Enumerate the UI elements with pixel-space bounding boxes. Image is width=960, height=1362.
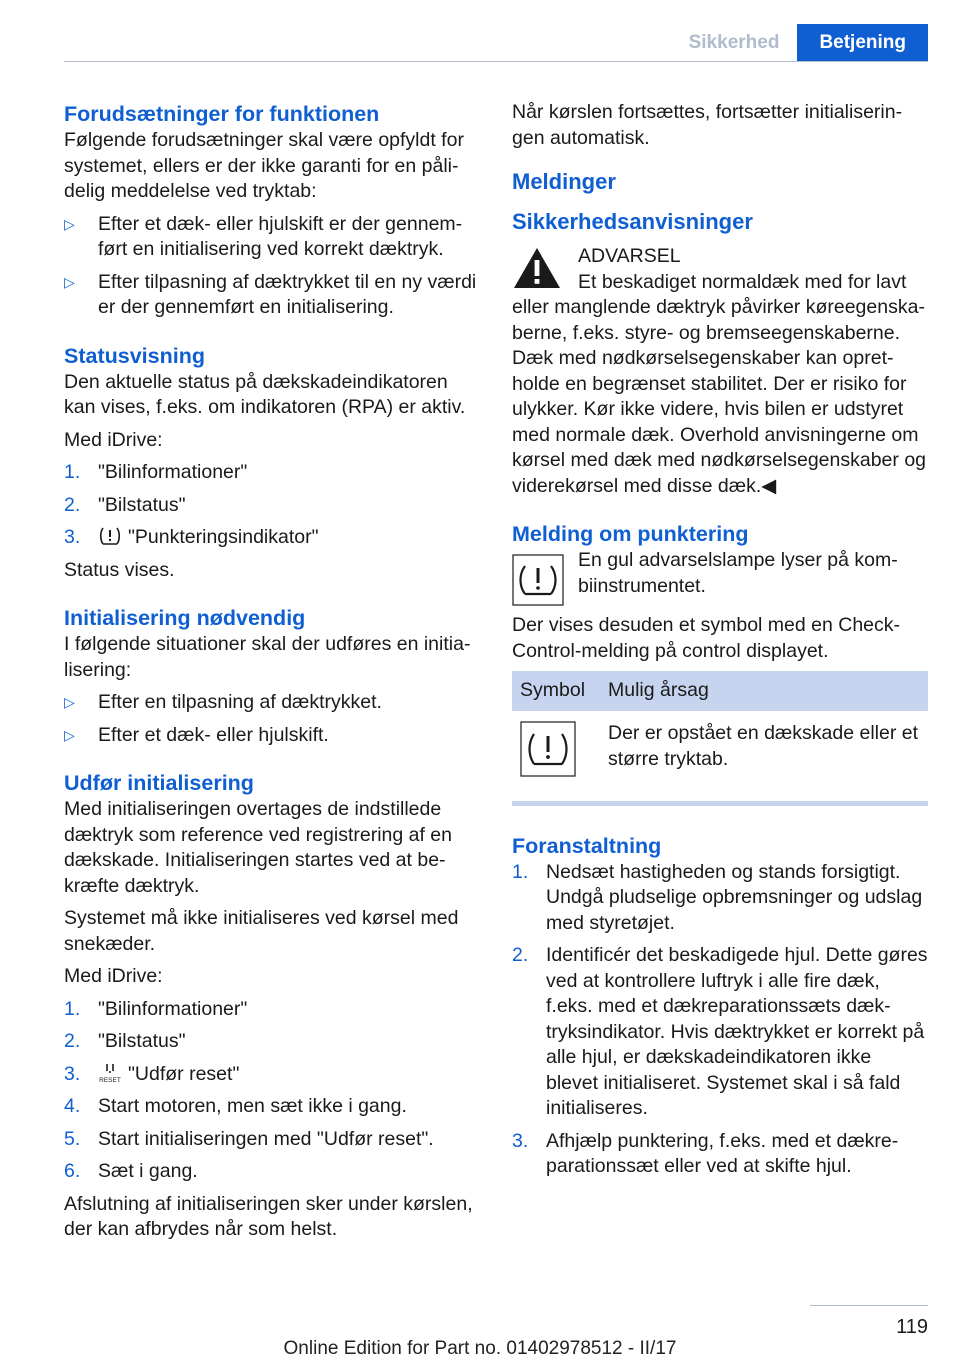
check-control-text: Der vises desuden et symbol med en Check-Control-melding på control displayet. — [512, 614, 901, 662]
idrive-label: Med iDrive: — [64, 965, 163, 987]
edition-footer: Online Edition for Part no. 01402978512 - II/17 — [283, 1338, 677, 1359]
init-after: Afslutning af initialiseringen sker under kørslen, der kan afbrydes når som helst. — [64, 1192, 473, 1240]
step-text: Identificér det beskadigede hjul. Dette gøres ved at kontrollere luftryk i alle fire dæk, f.eks. med et dækreparationssæts dæktryksindikator. Hvis dæktrykket er korrekt på alle hjul, er dækskadeindikatoren ikke blevet initialiseret. Systemet skal i så fald initialiseres. — [546, 944, 928, 1119]
warning-block — [512, 244, 928, 499]
measures-steps — [512, 860, 928, 1180]
idrive-label: Med iDrive: — [64, 428, 163, 451]
step-item — [64, 460, 478, 486]
perform-init-text-2: Systemet må ikke initialiseres ved kørsel med snekæder. — [64, 907, 459, 955]
list-item: ▷ Efter en tilpasning af dæktrykket. — [64, 690, 478, 716]
step-item — [64, 1062, 478, 1088]
warning-label: ADVARSEL — [578, 245, 681, 267]
step-text: "Bilstatus" — [98, 493, 186, 516]
step-text: Nedsæt hastigheden og stands forsigtigt. Undgå pludselige opbremsninger og udslag med styretøjet. — [546, 860, 923, 934]
step-item — [64, 1159, 478, 1185]
step-item — [512, 943, 928, 1122]
status-text: Den aktuelle status på dækskadeindikatoren kan vises, f.eks. om indikatoren (RPA) er aktiv. — [64, 370, 466, 418]
symbol-table — [512, 671, 928, 799]
section-title-puncture: Melding om punktering — [512, 522, 749, 546]
step-item — [512, 860, 928, 937]
page-number: 119 — [896, 1316, 928, 1338]
header-divider — [64, 61, 928, 62]
status-after: Status vises. — [64, 558, 175, 581]
step-item — [64, 525, 478, 551]
perform-init-text-1: Med initialiseringen overtages de indstillede dæktryk som reference ved registrering af en dækskade. Initialiseringen startes ved at bekræfte dæktryk. — [64, 798, 453, 897]
table-cell-cause: Der er opstået en dækskade eller et større tryktab. — [608, 722, 919, 770]
warning-text: Et beskadiget normaldæk med for lavt eller manglende dæktryk påvirker køreegenskaberne, f.eks. styre- og bremseegenskaberne. Dæk med nødkørselsegenskaber kan opretholde en begrænset stabilitet. Der er risiko for ulykker. Kør ikke videre, hvis bilen er udstyret med normale dæk. Overhold anvisningerne om kørsel med dæk med nødkørselsegenskaber og viderekørsel med disse dæk.◀ — [512, 270, 927, 497]
step-number: 1. — [512, 860, 529, 883]
step-number: 4. — [64, 1095, 81, 1117]
table-header-cause: Mulig årsag — [600, 671, 928, 711]
list-item: ▷ Efter et dæk- eller hjulskift er der gennemført en initialisering ved korrekt dæktryk. — [64, 212, 478, 263]
step-text: Afhjælp punktering, f.eks. med et dækreparationssæt eller ved at skifte hjul. — [546, 1129, 899, 1177]
step-number: 3. — [64, 1062, 81, 1085]
step-text: "Punkteringsindikator" — [128, 526, 319, 548]
tab-sikkerhed[interactable]: Sikkerhed — [688, 32, 780, 53]
step-number: 2. — [64, 493, 81, 516]
tire-pressure-icon — [98, 525, 122, 547]
step-text: Start motoren, men sæt ikke i gang. — [98, 1095, 407, 1117]
tire-pressure-warning-icon — [520, 721, 576, 777]
section-title-perform-init: Udfør initialisering — [64, 771, 254, 795]
left-column — [64, 100, 478, 1250]
step-number: 3. — [64, 526, 81, 548]
step-text: Sæt i gang. — [98, 1160, 198, 1182]
reset-icon — [98, 1062, 122, 1084]
table-row — [512, 711, 928, 799]
section-title-init-required: Initialisering nødvendig — [64, 606, 306, 630]
section-title-messages: Meldinger — [512, 169, 616, 194]
step-text: "Bilinformationer" — [98, 461, 248, 483]
section-title-safety: Sikkerhedsanvisninger — [512, 209, 753, 234]
reset-icon-label: RESET — [99, 1076, 121, 1084]
step-text: "Bilinformationer" — [98, 997, 248, 1020]
init-required-text: I følgende situationer skal der udføres en initialisering: — [64, 633, 471, 681]
list-item: ▷ Efter tilpasning af dæktrykket til en ny værdi er der gennemført en initialisering. — [64, 270, 478, 321]
footer-divider — [810, 1305, 928, 1306]
puncture-row — [512, 548, 928, 606]
puncture-text: En gul advarselslampe lyser på kombiinstrumentet. — [578, 549, 898, 597]
step-number: 1. — [64, 461, 81, 483]
header-tabs — [671, 24, 928, 62]
step-item — [64, 1127, 478, 1153]
tab-betjening[interactable]: Betjening — [797, 24, 928, 62]
step-number: 2. — [512, 944, 529, 966]
step-text: Start initialiseringen med "Udfør reset". — [98, 1127, 434, 1150]
warning-triangle-icon — [512, 246, 562, 290]
right-column — [512, 100, 928, 1187]
step-number: 3. — [512, 1129, 529, 1152]
tire-warning-lamp-icon — [512, 554, 564, 606]
table-header-row — [512, 671, 928, 711]
init-steps — [64, 997, 478, 1185]
step-item — [512, 1129, 928, 1180]
step-item — [64, 997, 478, 1023]
step-item — [64, 1029, 478, 1055]
prerequisites-list — [64, 212, 478, 321]
step-number: 6. — [64, 1160, 81, 1182]
step-number: 2. — [64, 1030, 81, 1052]
section-title-status: Statusvisning — [64, 343, 205, 368]
init-required-list — [64, 690, 478, 748]
step-number: 5. — [64, 1127, 81, 1150]
list-item: ▷ Efter et dæk- eller hjulskift. — [64, 723, 478, 749]
table-header-symbol: Symbol — [512, 671, 600, 711]
prerequisites-text: Følgende forudsætninger skal være opfyldt for systemet, ellers er der ikke garanti for en pålidelig meddelelse ved tryktab: — [64, 129, 464, 202]
step-number: 1. — [64, 997, 81, 1020]
step-text: "Udfør reset" — [128, 1062, 240, 1085]
section-title-prerequisites: Forudsætninger for funktionen — [64, 102, 380, 126]
table-cell-symbol — [512, 711, 600, 799]
step-item — [64, 1094, 478, 1120]
status-steps — [64, 460, 478, 551]
continuation-text: Når kørslen fortsættes, fortsætter initialiseringen automatisk. — [512, 101, 903, 149]
section-title-measures: Foranstaltning — [512, 833, 662, 858]
step-item — [64, 493, 478, 519]
step-text: "Bilstatus" — [98, 1030, 186, 1052]
